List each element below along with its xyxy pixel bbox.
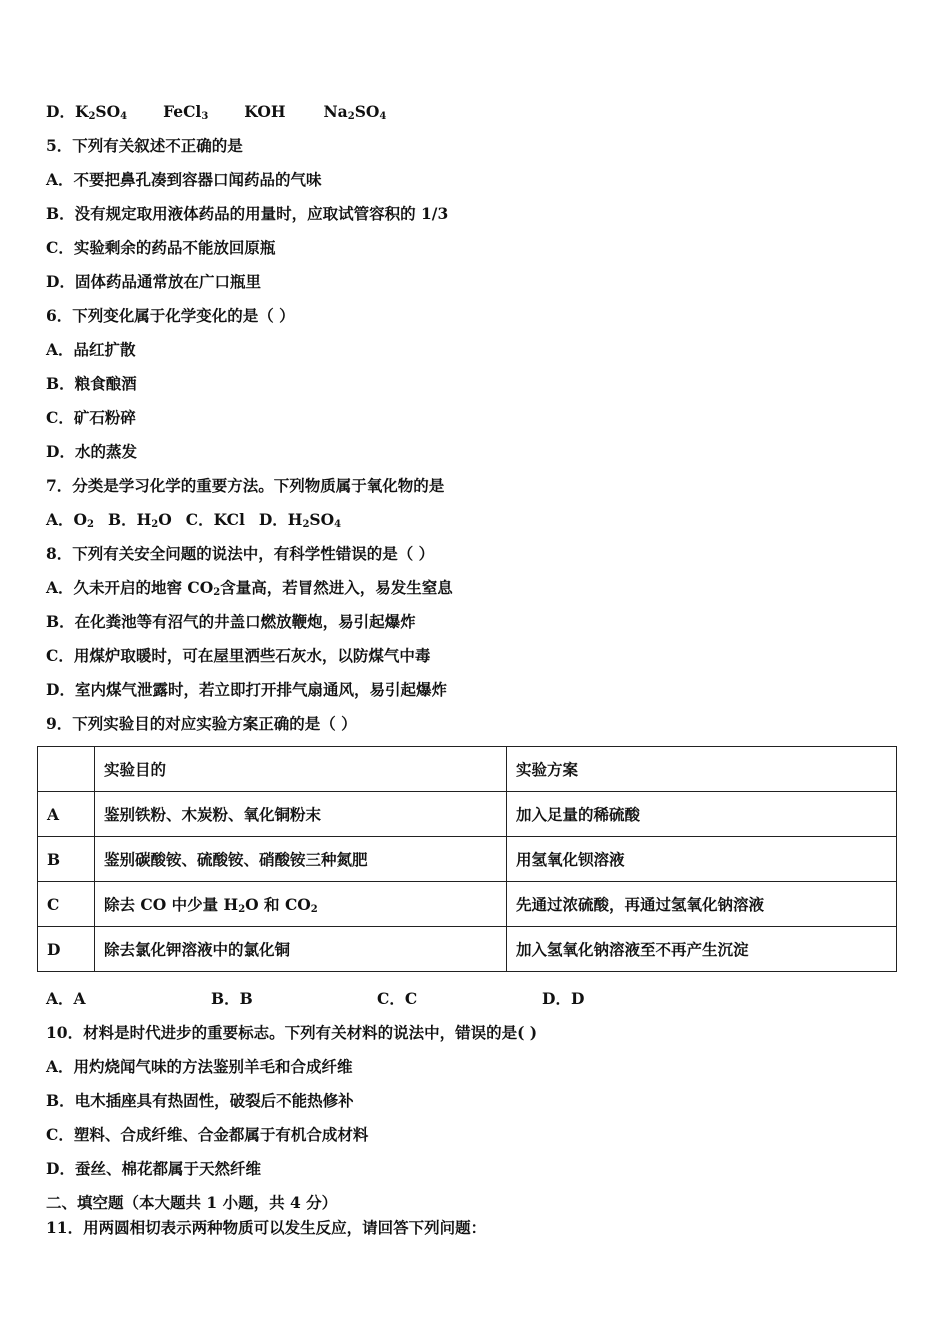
table-row bbox=[38, 927, 897, 972]
q5-option-b: B．没有规定取用液体药品的用量时，应取试管容积的 1/3 bbox=[46, 204, 449, 223]
section-title: 二、填空题（本大题共 1 小题，共 4 分） bbox=[46, 1193, 338, 1212]
q9-option-b: B．B bbox=[211, 989, 253, 1008]
row-label: A bbox=[38, 792, 95, 837]
table-row bbox=[38, 837, 897, 882]
row-purpose: 鉴别碳酸铵、硫酸铵、硝酸铵三种氮肥 bbox=[95, 837, 507, 882]
table-header-purpose: 实验目的 bbox=[95, 747, 507, 792]
row-label: D bbox=[38, 927, 95, 972]
row-plan: 用氢氧化钡溶液 bbox=[507, 837, 897, 882]
q6-option-a: A．品红扩散 bbox=[46, 340, 136, 359]
q5-option-d: D．固体药品通常放在广口瓶里 bbox=[46, 272, 261, 291]
table-row bbox=[38, 792, 897, 837]
q9-stem: 9．下列实验目的对应实验方案正确的是（ ） bbox=[46, 714, 357, 733]
row-plan: 加入足量的稀硫酸 bbox=[507, 792, 897, 837]
q9-options bbox=[46, 989, 584, 1009]
q9-option-d: D．D bbox=[542, 989, 585, 1008]
q8-option-d: D．室内煤气泄露时，若立即打开排气扇通风，易引起爆炸 bbox=[46, 680, 447, 699]
q10-stem: 10．材料是时代进步的重要标志。下列有关材料的说法中，错误的是( ) bbox=[46, 1023, 538, 1042]
row-label: C bbox=[38, 882, 95, 927]
q10-option-d: D．蚕丝、棉花都属于天然纤维 bbox=[46, 1159, 261, 1178]
q10-option-c: C．塑料、合成纤维、合金都属于有机合成材料 bbox=[46, 1125, 369, 1144]
q7-options: A．$O_2$ B．$H_2O$ C．KCl D．$H_2SO_4$ bbox=[46, 510, 342, 530]
q4-option-d: D．$K_2SO_4$ FeCl$_3$ KOH $Na_2SO_4$ bbox=[46, 102, 387, 122]
q5-stem: 5．下列有关叙述不正确的是 bbox=[46, 136, 243, 155]
q6-option-d: D．水的蒸发 bbox=[46, 442, 137, 461]
row-plan: 先通过浓硫酸，再通过氢氧化钠溶液 bbox=[507, 882, 897, 927]
q8-option-c: C．用煤炉取暖时，可在屋里洒些石灰水，以防煤气中毒 bbox=[46, 646, 431, 665]
q5-option-a: A．不要把鼻孔凑到容器口闻药品的气味 bbox=[46, 170, 322, 189]
q6-option-b: B．粮食酿酒 bbox=[46, 374, 137, 393]
q6-option-c: C．矿石粉碎 bbox=[46, 408, 136, 427]
q9-option-a: A．A bbox=[46, 989, 86, 1008]
row-purpose: 除去 CO 中少量 $H_2O$ 和 $CO_2$ bbox=[95, 882, 507, 927]
q8-option-a: A．久未开启的地窖 $CO_2$含量高，若冒然进入，易发生窒息 bbox=[46, 578, 453, 598]
experiment-table bbox=[37, 746, 897, 972]
q7-stem: 7．分类是学习化学的重要方法。下列物质属于氧化物的是 bbox=[46, 476, 445, 495]
q10-option-a: A．用灼烧闻气味的方法鉴别羊毛和合成纤维 bbox=[46, 1057, 353, 1076]
q6-stem: 6．下列变化属于化学变化的是（ ） bbox=[46, 306, 295, 325]
row-purpose: 鉴别铁粉、木炭粉、氧化铜粉末 bbox=[95, 792, 507, 837]
q8-stem: 8．下列有关安全问题的说法中，有科学性错误的是（ ） bbox=[46, 544, 435, 563]
row-plan: 加入氢氧化钠溶液至不再产生沉淀 bbox=[507, 927, 897, 972]
table-row bbox=[38, 882, 897, 927]
table-header-row bbox=[38, 747, 897, 792]
row-label: B bbox=[38, 837, 95, 882]
row-purpose: 除去氯化钾溶液中的氯化铜 bbox=[95, 927, 507, 972]
q8-option-b: B．在化粪池等有沼气的井盖口燃放鞭炮，易引起爆炸 bbox=[46, 612, 416, 631]
q9-option-c: C．C bbox=[377, 989, 418, 1008]
q5-option-c: C．实验剩余的药品不能放回原瓶 bbox=[46, 238, 276, 257]
q11-stem: 11．用两圆相切表示两种物质可以发生反应，请回答下列问题： bbox=[46, 1218, 487, 1237]
q10-option-b: B．电木插座具有热固性，破裂后不能热修补 bbox=[46, 1091, 354, 1110]
table-header-cell bbox=[38, 747, 95, 792]
table-header-plan: 实验方案 bbox=[507, 747, 897, 792]
